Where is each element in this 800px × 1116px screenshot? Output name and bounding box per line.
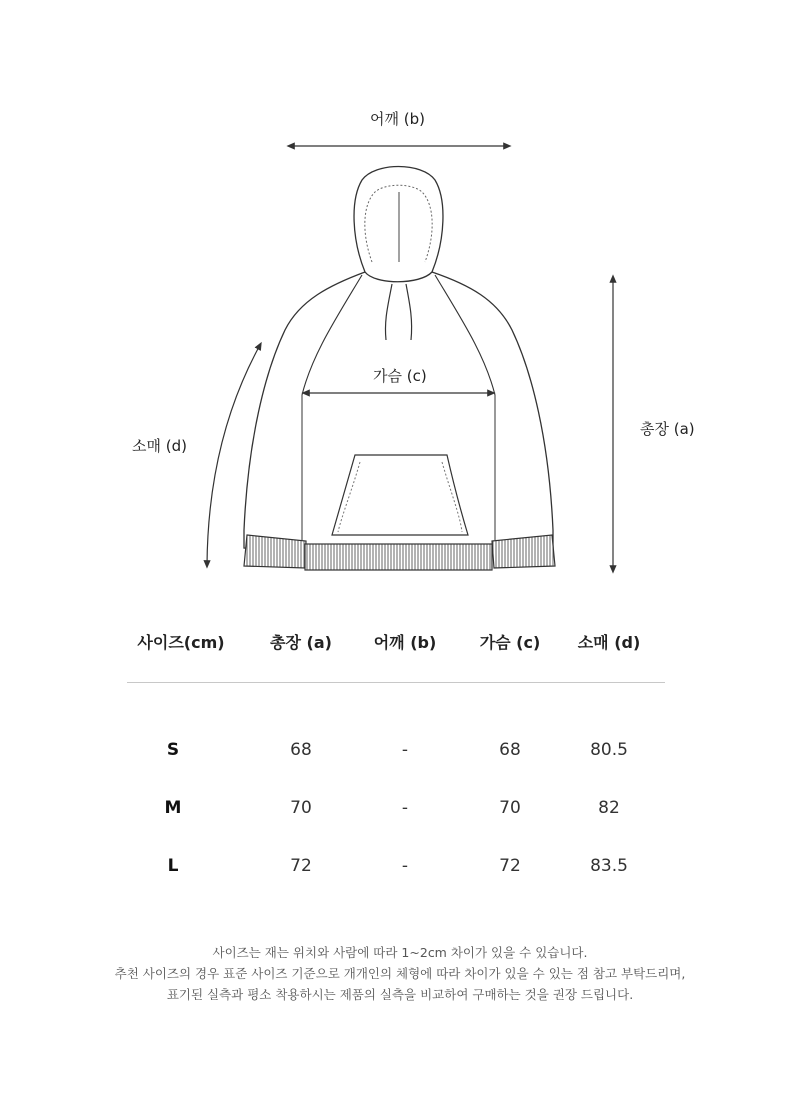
header-length: 총장 (a) xyxy=(270,633,332,652)
chest-label: 가슴 (c) xyxy=(373,367,427,385)
kangaroo-pocket xyxy=(332,455,468,535)
size-cell: L xyxy=(167,856,179,876)
length-cell: 68 xyxy=(290,740,312,760)
table-row xyxy=(120,856,680,886)
table-header xyxy=(120,620,680,660)
size-cell: M xyxy=(164,798,182,818)
note-line: 표기된 실측과 평소 착용하시는 제품의 실측을 비교하여 구매하는 것을 권장 드립니다. xyxy=(166,987,634,1002)
size-notes xyxy=(0,942,800,1005)
note-line: 사이즈는 재는 위치와 사람에 따라 1~2cm 차이가 있을 수 있습니다. xyxy=(212,945,588,960)
sleeve-cell: 83.5 xyxy=(590,856,628,876)
note-line: 추천 사이즈의 경우 표준 사이즈 기준으로 개개인의 체형에 따라 차이가 있을 수 있는 점 참고 부탁드리며, xyxy=(114,966,686,981)
right-cuff xyxy=(492,535,555,568)
sleeve-cell: 82 xyxy=(598,798,620,818)
shoulder-cell: - xyxy=(401,740,409,760)
chest-cell: 68 xyxy=(499,740,521,760)
header-shoulder: 어깨 (b) xyxy=(373,633,437,652)
header-size: 사이즈(cm) xyxy=(137,633,225,652)
header-sleeve: 소매 (d) xyxy=(577,633,641,652)
shoulder-label: 어깨 (b) xyxy=(370,110,425,128)
length-cell: 72 xyxy=(290,856,312,876)
chest-cell: 70 xyxy=(499,798,521,818)
size-table xyxy=(120,620,680,876)
size-cell: S xyxy=(166,740,180,760)
length-cell: 70 xyxy=(290,798,312,818)
shoulder-cell: - xyxy=(401,798,409,818)
table-row xyxy=(120,740,680,770)
length-label: 총장 (a) xyxy=(640,420,695,438)
sleeve-cell: 80.5 xyxy=(590,740,628,760)
waistband xyxy=(305,544,492,570)
left-cuff xyxy=(244,535,306,568)
header-chest: 가슴 (c) xyxy=(479,633,541,652)
chest-cell: 72 xyxy=(499,856,521,876)
table-divider xyxy=(127,682,665,683)
shoulder-cell: - xyxy=(401,856,409,876)
table-row xyxy=(120,798,680,828)
sleeve-label: 소매 (d) xyxy=(132,437,187,455)
